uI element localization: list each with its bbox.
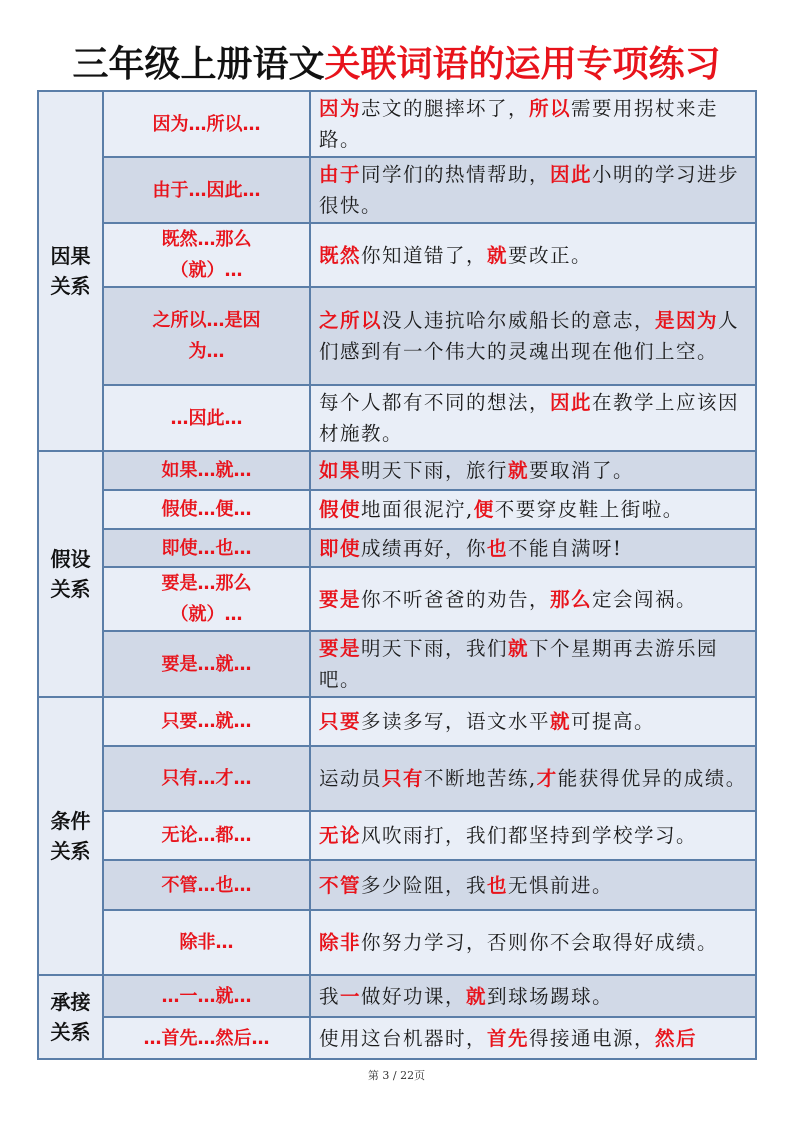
example-sentence-cell [310,157,756,223]
sentence-text: 你知道错了， [361,243,488,267]
highlighted-conjunction: 就 [466,984,488,1008]
sentence-text: 下个星期再去游乐园吧。 [319,637,719,691]
highlighted-conjunction: 就 [550,710,572,733]
highlighted-conjunction: 首先 [487,1026,530,1050]
keyword-pattern: 之所以…是因 [152,310,261,331]
highlighted-conjunction: 之所以 [319,309,383,332]
table-row [38,910,756,975]
title-black-part: 三年级上册语文 [72,44,325,85]
table-row [38,631,756,697]
highlighted-conjunction: 因此 [550,163,593,186]
sentence-text: 要改正。 [508,243,593,267]
keyword-pattern: 因为…所以… [152,113,261,135]
table-row [38,529,756,567]
keyword-pattern: 要是…那么 [161,573,252,594]
highlighted-conjunction: 只要 [319,710,362,733]
keyword-cell [103,910,310,975]
keyword-cell [103,631,310,697]
table-row [38,746,756,811]
keyword-pattern: 如果…就… [161,460,252,481]
sentence-text: 地面很泥泞, [361,498,474,521]
sentence-text: 做好功课， [361,984,467,1008]
highlighted-conjunction: 所以 [529,97,572,120]
highlighted-conjunction: 要是 [319,637,362,660]
table-row [38,223,756,287]
sentence-text: 同学们的热情帮助， [361,163,551,186]
example-sentence-cell [310,1017,756,1059]
highlighted-conjunction: 就 [508,459,530,482]
title-red-part: 关联词语的运用专项练习 [324,44,721,85]
category-label: 关系 [50,1020,91,1044]
highlighted-conjunction: 不管 [319,873,362,897]
keyword-cell [103,451,310,490]
keyword-pattern: 要是…就… [161,653,252,675]
sentence-text: 运动员 [319,767,383,790]
sentence-text: 不能自满呀! [508,536,623,560]
keyword-pattern: …因此… [170,407,243,429]
table-row [38,860,756,910]
table-row [38,287,756,385]
sentence-text: 明天下雨，我们 [361,637,509,660]
table-row [38,697,756,746]
example-sentence-cell [310,490,756,529]
example-sentence-cell [310,385,756,451]
sentence-text: 小明的学习进步很快。 [319,163,740,217]
keyword-cell [103,490,310,529]
keyword-pattern: 既然…那么 [161,229,252,250]
keyword-cell [103,697,310,746]
highlighted-conjunction: 也 [487,873,509,897]
keyword-pattern: …首先…然后… [143,1027,270,1049]
sentence-text: 你努力学习，否则你不会取得好成绩。 [361,931,719,954]
table-row [38,567,756,631]
keyword-pattern: 由于…因此… [152,179,261,201]
keyword-pattern: （就）… [170,604,243,625]
table-row [38,451,756,490]
sentence-text: 成绩再好，你 [361,536,488,560]
category-label: 条件 [50,809,91,833]
category-label: 承接 [50,990,91,1014]
sentence-text: 你不听爸爸的劝告， [361,587,551,611]
example-sentence-cell [310,529,756,567]
highlighted-conjunction: 然后 [655,1026,698,1050]
keyword-pattern: （就）… [170,260,243,281]
category-label: 因果 [50,244,91,268]
example-sentence-cell [310,451,756,490]
keyword-pattern: …一…就… [161,985,252,1007]
sentence-text: 到球场踢球。 [487,984,614,1008]
sentence-text: 人们感到有一个伟大的灵魂出现在他们上空。 [319,309,740,363]
keyword-pattern: 不管…也… [161,874,252,896]
keyword-cell [103,287,310,385]
highlighted-conjunction: 假使 [319,498,362,521]
sentence-text: 要取消了。 [529,459,635,482]
highlighted-conjunction: 既然 [319,243,362,267]
keyword-cell [103,529,310,567]
sentence-text: 能获得优异的成绩。 [557,767,747,790]
keyword-pattern: 为… [188,341,225,362]
keyword-cell [103,567,310,631]
sentence-text: 得接通电源， [529,1026,656,1050]
example-sentence-cell [310,697,756,746]
table-row [38,490,756,529]
sentence-text: 风吹雨打，我们都坚持到学校学习。 [361,824,698,847]
keyword-pattern: 即使…也… [161,537,252,559]
sentence-text: 无惧前进。 [508,873,614,897]
category-label: 假设 [50,547,91,571]
keyword-cell [103,975,310,1017]
keyword-cell [103,1017,310,1059]
page-title [0,42,793,88]
category-cell [38,697,103,975]
page-number: 第 3 / 22页 [367,1069,426,1082]
keyword-pattern: 只有…才… [161,768,252,789]
highlighted-conjunction: 就 [487,243,509,267]
example-sentence-cell [310,811,756,860]
sentence-text: 需要用拐杖来走路。 [319,97,719,151]
example-sentence-cell [310,91,756,157]
highlighted-conjunction: 才 [536,767,558,790]
highlighted-conjunction: 因为 [319,97,362,120]
keyword-cell [103,811,310,860]
table-row [38,1017,756,1059]
sentence-text: 可提高。 [571,710,656,733]
category-label: 关系 [50,274,91,298]
example-sentence-cell [310,567,756,631]
highlighted-conjunction: 即使 [319,536,362,560]
example-sentence-cell [310,910,756,975]
keyword-cell [103,860,310,910]
highlighted-conjunction: 是因为 [655,309,719,332]
keyword-pattern: 除非… [179,932,234,953]
category-label: 关系 [50,839,91,863]
sentence-text: 没人违抗哈尔威船长的意志， [382,309,656,332]
sentence-text: 志文的腿摔坏了， [361,97,530,120]
keyword-pattern: 无论…都… [161,825,252,846]
keyword-pattern: 只要…就… [161,711,252,732]
sentence-text: 使用这台机器时， [319,1026,488,1050]
highlighted-conjunction: 便 [473,498,495,521]
table-row [38,975,756,1017]
example-sentence-cell [310,631,756,697]
table-row [38,385,756,451]
sentence-text: 定会闯祸。 [592,587,698,611]
sentence-text: 我 [319,984,341,1008]
sentence-text: 明天下雨，旅行 [361,459,509,482]
example-sentence-cell [310,975,756,1017]
table-row [38,91,756,157]
example-sentence-cell [310,223,756,287]
highlighted-conjunction: 一 [340,984,362,1008]
category-cell [38,91,103,451]
highlighted-conjunction: 就 [508,637,530,660]
keyword-cell [103,91,310,157]
sentence-text: 在教学上应该因材施教。 [319,391,740,445]
keyword-cell [103,746,310,811]
highlighted-conjunction: 因此 [550,391,593,414]
conjunction-table [37,90,757,1060]
sentence-text: 多少险阻，我 [361,873,488,897]
highlighted-conjunction: 由于 [319,163,362,186]
highlighted-conjunction: 除非 [319,931,362,954]
highlighted-conjunction: 无论 [319,824,362,847]
highlighted-conjunction: 只有 [382,767,425,790]
category-label: 关系 [50,577,91,601]
highlighted-conjunction: 那么 [550,587,593,611]
sentence-text: 每个人都有不同的想法， [319,391,551,414]
category-cell [38,975,103,1059]
keyword-cell [103,157,310,223]
example-sentence-cell [310,746,756,811]
highlighted-conjunction: 如果 [319,459,362,482]
keyword-pattern: 假使…便… [161,499,252,520]
example-sentence-cell [310,860,756,910]
keyword-cell [103,223,310,287]
table-row [38,157,756,223]
example-sentence-cell [310,287,756,385]
sentence-text: 不要穿皮鞋上街啦。 [494,498,684,521]
table-row [38,811,756,860]
highlighted-conjunction: 也 [487,536,509,560]
highlighted-conjunction: 要是 [319,587,362,611]
sentence-text: 不断地苦练, [424,767,537,790]
keyword-cell [103,385,310,451]
category-cell [38,451,103,697]
sentence-text: 多读多写，语文水平 [361,710,551,733]
